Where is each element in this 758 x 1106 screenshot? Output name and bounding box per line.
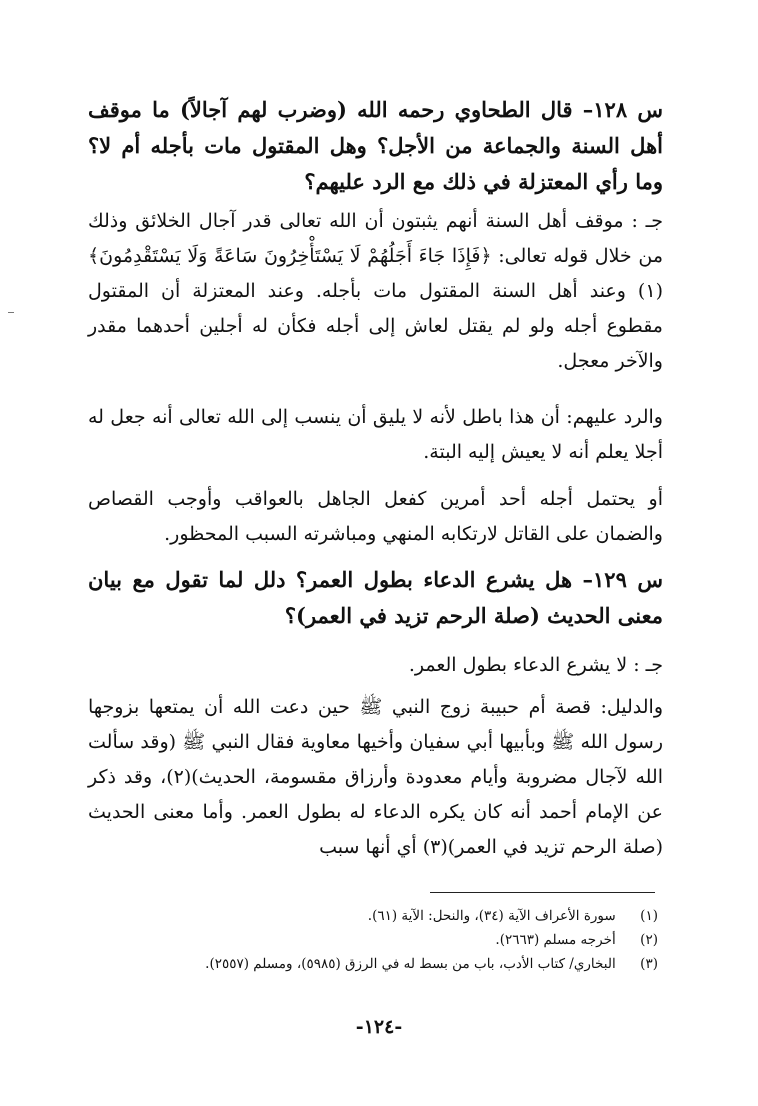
evidence-129-text: والدليل: قصة أم حبيبة زوج النبي ﷺ حين دعت الله أن يمتعها بزوجها رسول الله ﷺ وبأبيها أبي سفيان وأخيها معاوية فقال النبي ﷺ (وقد سألت الله لآجال مضروبة وأيام معدودة وأرزاق مقسومة، الحديث)(٢)، وقد ذكر عن الإمام أحمد أنه كان يكره الدعاء له بطول العمر. وأما معنى الحديث (صلة الرحم تزيد في العمر)(٣) أي أنها سبب bbox=[88, 696, 663, 858]
footnote-number: (٣) bbox=[640, 956, 658, 972]
footnotes bbox=[180, 904, 658, 976]
footnote bbox=[180, 928, 658, 952]
question-128 bbox=[88, 92, 663, 200]
extra-128 bbox=[88, 482, 663, 552]
question-129 bbox=[88, 562, 663, 634]
page-number: -١٢٤- bbox=[355, 1016, 403, 1038]
footnote-number: (١) bbox=[640, 908, 658, 924]
footnote-divider bbox=[430, 892, 655, 893]
question-129-text: س ١٢٩– هل يشرع الدعاء بطول العمر؟ دلل لما تقول مع بيان معنى الحديث (صلة الرحم تزيد في العمر)؟ bbox=[88, 567, 663, 628]
margin-mark bbox=[8, 312, 14, 313]
footnote-text: البخاري/ كتاب الأدب، باب من بسط له في الرزق (٥٩٨٥)، ومسلم (٢٥٥٧). bbox=[205, 956, 616, 972]
evidence-129 bbox=[88, 690, 663, 865]
footnote bbox=[180, 904, 658, 928]
answer-129-text: جـ : لا يشرع الدعاء بطول العمر. bbox=[408, 654, 663, 676]
extra-128-text: أو يحتمل أجله أحد أمرين كفعل الجاهل بالعواقب وأوجب القصاص والضمان على القاتل لارتكابه المنهي ومباشرته السبب المحظور. bbox=[88, 488, 663, 545]
answer-129 bbox=[88, 648, 663, 683]
reply-128-text: والرد عليهم: أن هذا باطل لأنه لا يليق أن ينسب إلى الله تعالى أنه جعل له أجلا يعلم أنه لا يعيش إليه البتة. bbox=[88, 406, 663, 463]
answer-128 bbox=[88, 204, 663, 379]
footnote-text: سورة الأعراف الآية (٣٤)، والنحل: الآية (٦١). bbox=[367, 908, 616, 924]
answer-128-text: جـ : موقف أهل السنة أنهم يثبتون أن الله تعالى قدر آجال الخلائق وذلك من خلال قوله تعالى: ﴿فَإِذَا جَاءَ أَجَلُهُمْ لَا يَسْتَأْخِرُونَ سَاعَةً وَلَا يَسْتَقْدِمُونَ﴾(١) وعند أهل السنة المقتول مات بأجله. وعند المعتزلة أن المقتول مقطوع أجله ولو لم يقتل لعاش إلى أجله فكأن له أجلين أحدهما مقدر والآخر معجل. bbox=[88, 210, 663, 372]
footnote-number: (٢) bbox=[640, 932, 658, 948]
question-128-text: س ١٢٨– قال الطحاوي رحمه الله (وضرب لهم آجالاً) ما موقف أهل السنة والجماعة من الأجل؟ وهل المقتول مات بأجله أم لا؟ وما رأي المعتزلة في ذلك مع الرد عليهم؟ bbox=[88, 97, 663, 194]
footnote-text: أخرجه مسلم (٢٦٦٣). bbox=[495, 932, 616, 948]
reply-128 bbox=[88, 400, 663, 470]
footnote bbox=[180, 952, 658, 976]
